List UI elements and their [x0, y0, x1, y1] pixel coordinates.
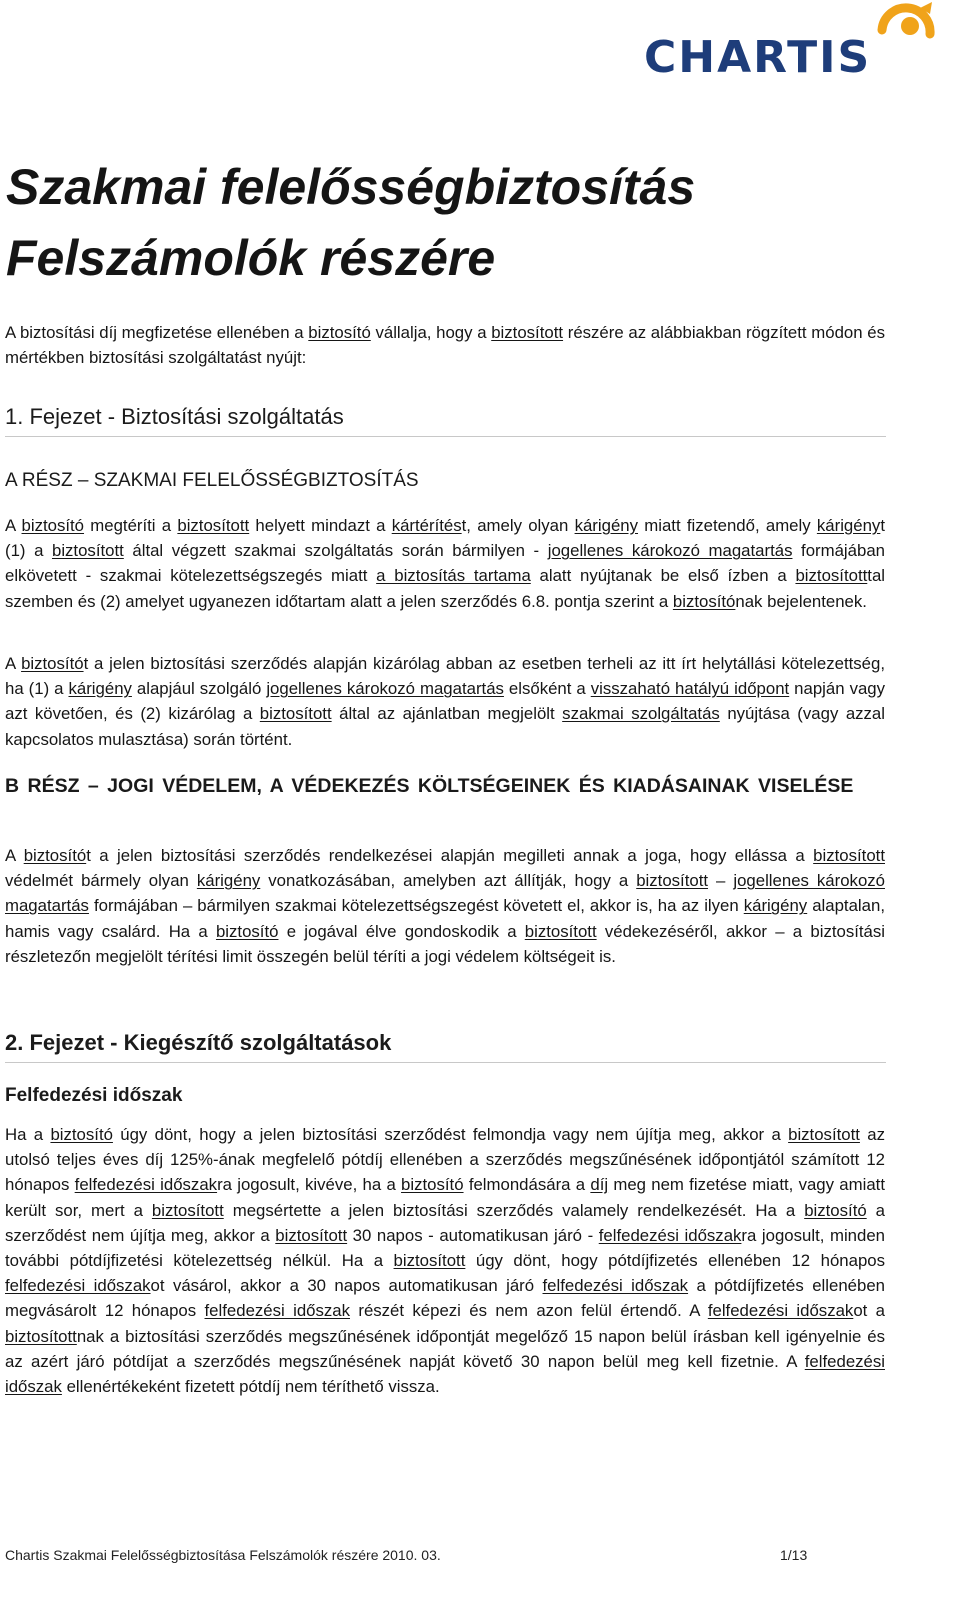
chapter-2-heading: 2. Fejezet - Kiegészítő szolgáltatások — [5, 1030, 886, 1063]
logo-text: CHARTIS — [644, 32, 872, 83]
defined-term: biztosító — [672, 591, 736, 611]
defined-term: visszaható hatályú időpont — [590, 679, 790, 699]
defined-term: biztosított — [151, 1200, 224, 1220]
defined-term: felfedezési időszak — [74, 1175, 218, 1195]
defined-term: biztosított — [636, 871, 709, 891]
chapter-1-heading: 1. Fejezet - Biztosítási szolgáltatás — [5, 404, 886, 437]
defined-term: a biztosítás tartama — [376, 566, 531, 586]
section-a-paragraph-1: A biztosító megtéríti a biztosított helyett mindazt a kártérítést, amely olyan kárigény miatt fizetendő, amely kárigényt (1) a biztosított által végzett szakmai szolgáltatás során bármilyen - jogellenes károkozó magatartás formájában elkövetett - szakmai kötelezettségszegés miatt a biztosítás tartama alatt nyújtanak be első ízben a biztosítotttal szemben és (2) amelyet ugyanezen időtartam alatt a jelen szerződés 6.8. pontja szerint a biztosítónak bejelentenek. — [5, 516, 886, 611]
discovery-period-paragraph: Ha a biztosító úgy dönt, hogy a jelen biztosítási szerződést felmondja vagy nem újítja meg, akkor a biztosított az utolsó teljes éves díj 125%-ának megfelelő pótdíj ellenében a szerződés megszűnésének időpontjától számított 12 hónapos felfedezési időszakra jogosult, kivéve, ha a biztosító felmondására a díj meg nem fizetése miatt, vagy amiatt került sor, mert a biztosított megsértette a jelen biztosítási szerződés valamely rendelkezését. Ha a biztosító a szerződést nem újítja meg, akkor a biztosított 30 napos - automatikusan járó - felfedezési időszakra jogosult, minden további pótdíjfizetési kötelezettség nélkül. Ha a biztosított úgy dönt, hogy pótdíjfizetés ellenében 12 hónapos felfedezési időszakot vásárol, akkor a 30 napos automatikusan járó felfedezési időszak a pótdíjfizetés ellenében megvásárolt 12 hónapos felfedezési időszak részét képezi és nem azon felül értendő. A felfedezési időszakot a biztosítottnak a biztosítási szerződés megszűnésének időpontját megelőző 15 napon belül írásban kell igényelnie és az azért járó pótdíjat a szerződés megszűnésének napját követő 30 napon belül meg kell fizetnie. A felfedezési időszak ellenértékeként fizetett pótdíj nem téríthető vissza. — [5, 1125, 886, 1397]
footer-document-name: Chartis Szakmai Felelősségbiztosítása Felszámolók részére 2010. 03. — [5, 1547, 441, 1563]
section-a-heading: A RÉSZ – SZAKMAI FELELŐSSÉGBIZTOSÍTÁS — [5, 470, 419, 491]
defined-term: biztosított — [259, 704, 332, 724]
defined-term: kártérítés — [391, 516, 462, 535]
document-title-line1: Szakmai felelősségbiztosítás — [6, 159, 696, 215]
defined-term: jogellenes károkozó magatartás — [266, 679, 504, 699]
defined-term: biztosított — [51, 541, 124, 561]
defined-term: biztosító — [23, 846, 87, 865]
section-a-body — [5, 513, 885, 614]
defined-term: kárigény — [816, 516, 881, 535]
defined-term: biztosító — [21, 654, 84, 673]
defined-term: biztosító — [215, 921, 279, 941]
defined-term: kárigény — [574, 516, 639, 535]
discovery-period-body — [5, 1122, 885, 1399]
defined-term: felfedezési időszak — [5, 1276, 151, 1296]
defined-term: felfedezési időszak — [598, 1225, 742, 1245]
defined-term: biztosító — [308, 323, 371, 342]
defined-term: biztosított — [5, 1326, 77, 1346]
defined-term: felfedezési időszak — [542, 1276, 689, 1296]
defined-term: kárigény — [196, 871, 261, 891]
document-title-line2: Felszámolók részére — [6, 230, 496, 286]
defined-term: felfedezési időszak — [204, 1301, 350, 1321]
defined-term: biztosító — [21, 516, 85, 535]
defined-term: felfedezési időszak — [5, 1351, 885, 1397]
defined-term: biztosított — [795, 566, 868, 586]
defined-term: biztosító — [50, 1125, 113, 1144]
defined-term: biztosított — [393, 1251, 466, 1271]
footer-page-number: 1/13 — [780, 1547, 808, 1563]
defined-term: kárigény — [743, 896, 808, 916]
section-b-heading: B RÉSZ – JOGI VÉDELEM, A VÉDEKEZÉS KÖLTSÉGEINEK ÉS KIADÁSAINAK VISELÉSE — [5, 775, 854, 797]
defined-term: jogellenes károkozó magatartás — [5, 871, 885, 916]
defined-term: felfedezési időszak — [707, 1301, 854, 1321]
defined-term: biztosító — [804, 1200, 867, 1220]
defined-term: biztosított — [813, 846, 885, 865]
defined-term: díj — [590, 1175, 609, 1195]
intro-paragraph-block — [5, 320, 885, 370]
discovery-period-heading: Felfedezési időszak — [5, 1085, 183, 1106]
defined-term: biztosított — [275, 1225, 348, 1245]
sun-arc-icon — [872, 0, 944, 60]
chartis-logo — [640, 0, 945, 92]
section-b-body — [5, 843, 885, 969]
defined-term: biztosított — [491, 323, 564, 342]
defined-term: biztosított — [788, 1125, 860, 1144]
defined-term: jogellenes károkozó magatartás — [547, 541, 793, 561]
section-a-paragraph-2: A biztosítót a jelen biztosítási szerződés alapján kizárólag abban az esetben terheli az itt írt helytállási kötelezettség, ha (1) a kárigény alapjául szolgáló jogellenes károkozó magatartás elsőként a visszaható hatályú időpont napján vagy azt követően, és (2) kizárólag a biztosított által az ajánlatban megjelölt szakmai szolgáltatás nyújtása (vagy azzal kapcsolatos mulasztása) során történt. — [5, 654, 886, 749]
section-b-paragraph: A biztosítót a jelen biztosítási szerződés rendelkezései alapján megilleti annak a joga, hogy ellássa a biztosított védelmét bármely olyan kárigény vonatkozásában, amelyben azt állítják, hogy a biztosított – jogellenes károkozó magatartás formájában – bármilyen szakmai kötelezettségszegést követett el, akkor is, ha az ilyen kárigény alaptalan, hamis vagy csalárd. Ha a biztosító e jogával élve gondoskodik a biztosított védekezéséről, akkor – a biztosítási részletezőn megjelölt térítési limit összegén belül téríti a jogi védelem költségeit is. — [5, 846, 885, 966]
defined-term: biztosító — [401, 1175, 464, 1195]
intro-paragraph: A biztosítási díj megfizetése ellenében a biztosító vállalja, hogy a biztosított részére az alábbiakban rögzített módon és mértékben biztosítási szolgáltatást nyújt: — [5, 323, 885, 368]
defined-term: kárigény — [68, 679, 132, 699]
defined-term: biztosított — [524, 921, 597, 941]
defined-term: szakmai szolgáltatás — [562, 704, 720, 724]
section-a-body-2 — [5, 651, 885, 752]
defined-term: biztosított — [177, 516, 250, 535]
